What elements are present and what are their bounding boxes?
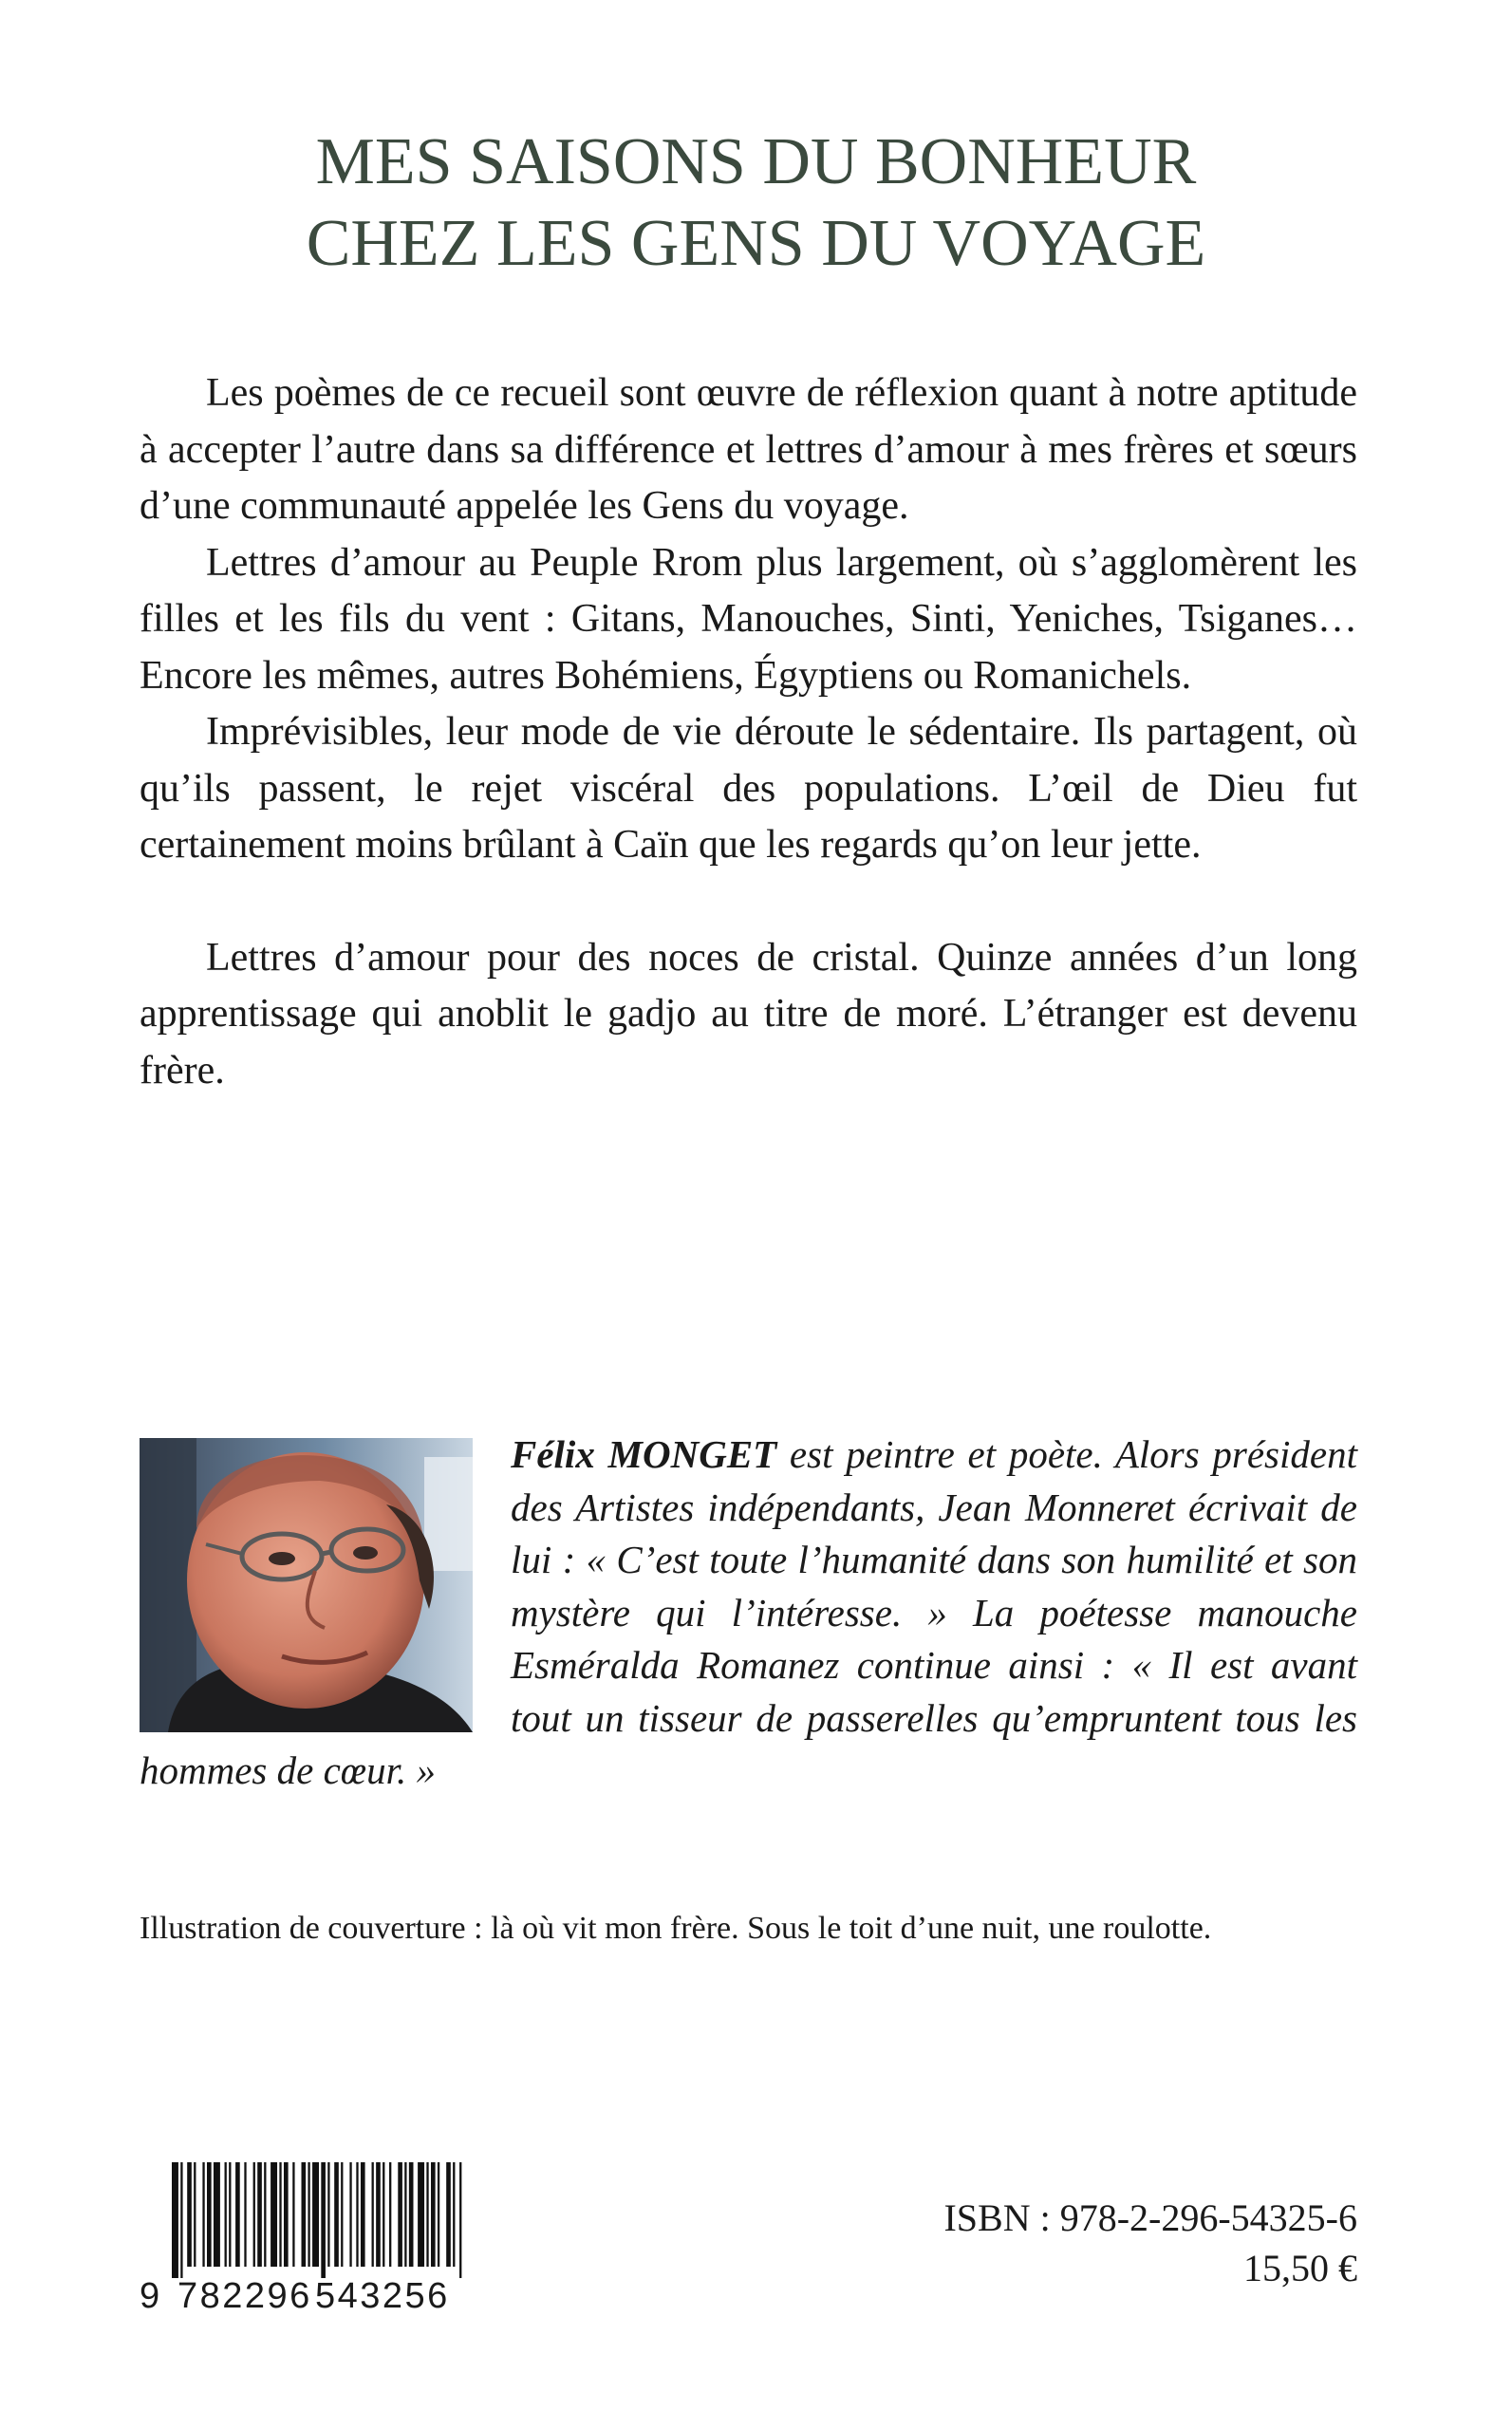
- barcode: [172, 2162, 466, 2278]
- barcode-bar: [284, 2162, 289, 2267]
- author-name: Félix MONGET: [511, 1432, 777, 1476]
- barcode-bar: [321, 2162, 326, 2278]
- barcode-bar: [334, 2162, 339, 2267]
- barcode-bar: [383, 2162, 384, 2267]
- barcode-bar: [187, 2162, 192, 2267]
- barcode-digits-group-1: 782296: [177, 2276, 312, 2316]
- barcode-bar: [172, 2162, 178, 2278]
- barcode-bar: [253, 2162, 255, 2267]
- barcode-bar: [292, 2162, 294, 2267]
- author-bio: [140, 1429, 1357, 1798]
- price: 15,50 €: [1243, 2247, 1357, 2289]
- barcode-bar: [446, 2162, 451, 2267]
- isbn: ISBN : 978-2-296-54325-6: [943, 2196, 1357, 2239]
- barcode-bar: [409, 2162, 414, 2267]
- barcode-digits: [140, 2275, 481, 2317]
- blurb-paragraph-1: Les poèmes de ce recueil sont œuvre de réflexion quant à notre aptitude à accepter l’autre dans sa différence et lettres d’amour à mes frères et sœurs d’une communauté appelée les Gens du voyage.: [140, 371, 1357, 528]
- barcode-bar: [404, 2162, 406, 2267]
- barcode-bar: [349, 2162, 351, 2267]
- barcode-bar: [301, 2162, 306, 2267]
- blurb-paragraph-3: Imprévisibles, leur mode de vie déroute le sédentaire. Ils partagent, où qu’ils passent, le rejet viscéral des populations. L’œil de Dieu fut certainement moins brûlant à Caïn que les regards qu’on leur jette.: [140, 710, 1357, 867]
- barcode-bar: [438, 2162, 439, 2267]
- barcode-bar: [235, 2162, 240, 2267]
- barcode-bar: [225, 2162, 227, 2267]
- barcode-bar: [361, 2162, 365, 2267]
- barcode-bar: [356, 2162, 358, 2267]
- barcode-bar: [327, 2162, 329, 2267]
- barcode-bar: [376, 2162, 381, 2267]
- barcode-bar: [271, 2162, 277, 2267]
- barcode-bar: [312, 2162, 319, 2267]
- barcode-bar: [279, 2162, 281, 2267]
- barcode-bar: [431, 2162, 436, 2267]
- barcode-digit-prefix: 9: [140, 2276, 160, 2316]
- barcode-bar: [257, 2162, 262, 2267]
- book-title: [0, 121, 1512, 285]
- blurb-paragraph-2: Lettres d’amour au Peuple Rrom plus largement, où s’agglomèrent les filles et les fils du vent : Gitans, Manouches, Sinti, Yeniches, Tsiganes… Encore les mêmes, autres Bohémiens, Égyptiens ou Romanichels.: [140, 540, 1357, 698]
- title-line-1: MES SAISONS DU BONHEUR: [315, 125, 1197, 198]
- blurb-paragraph-4: Lettres d’amour pour des noces de cristal. Quinze années d’un long apprentissage qui anoblit le gadjo au titre de moré. L’étranger est devenu frère.: [140, 935, 1357, 1093]
- barcode-bar: [418, 2162, 424, 2267]
- photo-space: [140, 1429, 511, 1742]
- barcode-bar: [207, 2162, 212, 2267]
- barcode-bar: [202, 2162, 204, 2267]
- author-bio-text: est peintre et poète. Alors président des Artistes indépendants, Jean Monneret écrivait de lui : « C’est toute l’humanité dans son humilité et son mystère qui l’intéresse. » La poétesse manouche Esméralda Romanez continue ainsi : « Il est avant tout un tisseur de passerelles qu’empruntent tous les hommes de cœur. »: [140, 1432, 1357, 1792]
- blurb: [140, 365, 1357, 1099]
- barcode-digits-group-2: 543256: [315, 2276, 450, 2316]
- barcode-bar: [308, 2162, 309, 2267]
- barcode-bar: [389, 2162, 391, 2267]
- illustration-credit: Illustration de couverture : là où vit mon frère. Sous le toit d’une nuit, une roulotte.: [140, 1911, 1212, 1946]
- barcode-bar: [426, 2162, 428, 2267]
- barcode-bar: [341, 2162, 343, 2267]
- barcode-bar: [372, 2162, 374, 2267]
- barcode-bar: [229, 2162, 231, 2267]
- barcode-bar: [180, 2162, 182, 2278]
- barcode-bar: [453, 2162, 455, 2267]
- barcode-bar: [194, 2162, 196, 2267]
- title-line-2: CHEZ LES GENS DU VOYAGE: [306, 207, 1206, 280]
- barcode-bar: [244, 2162, 246, 2267]
- barcode-bar: [398, 2162, 402, 2267]
- barcode-bar: [459, 2162, 461, 2278]
- barcode-bar: [264, 2162, 266, 2267]
- barcode-bar: [214, 2162, 220, 2267]
